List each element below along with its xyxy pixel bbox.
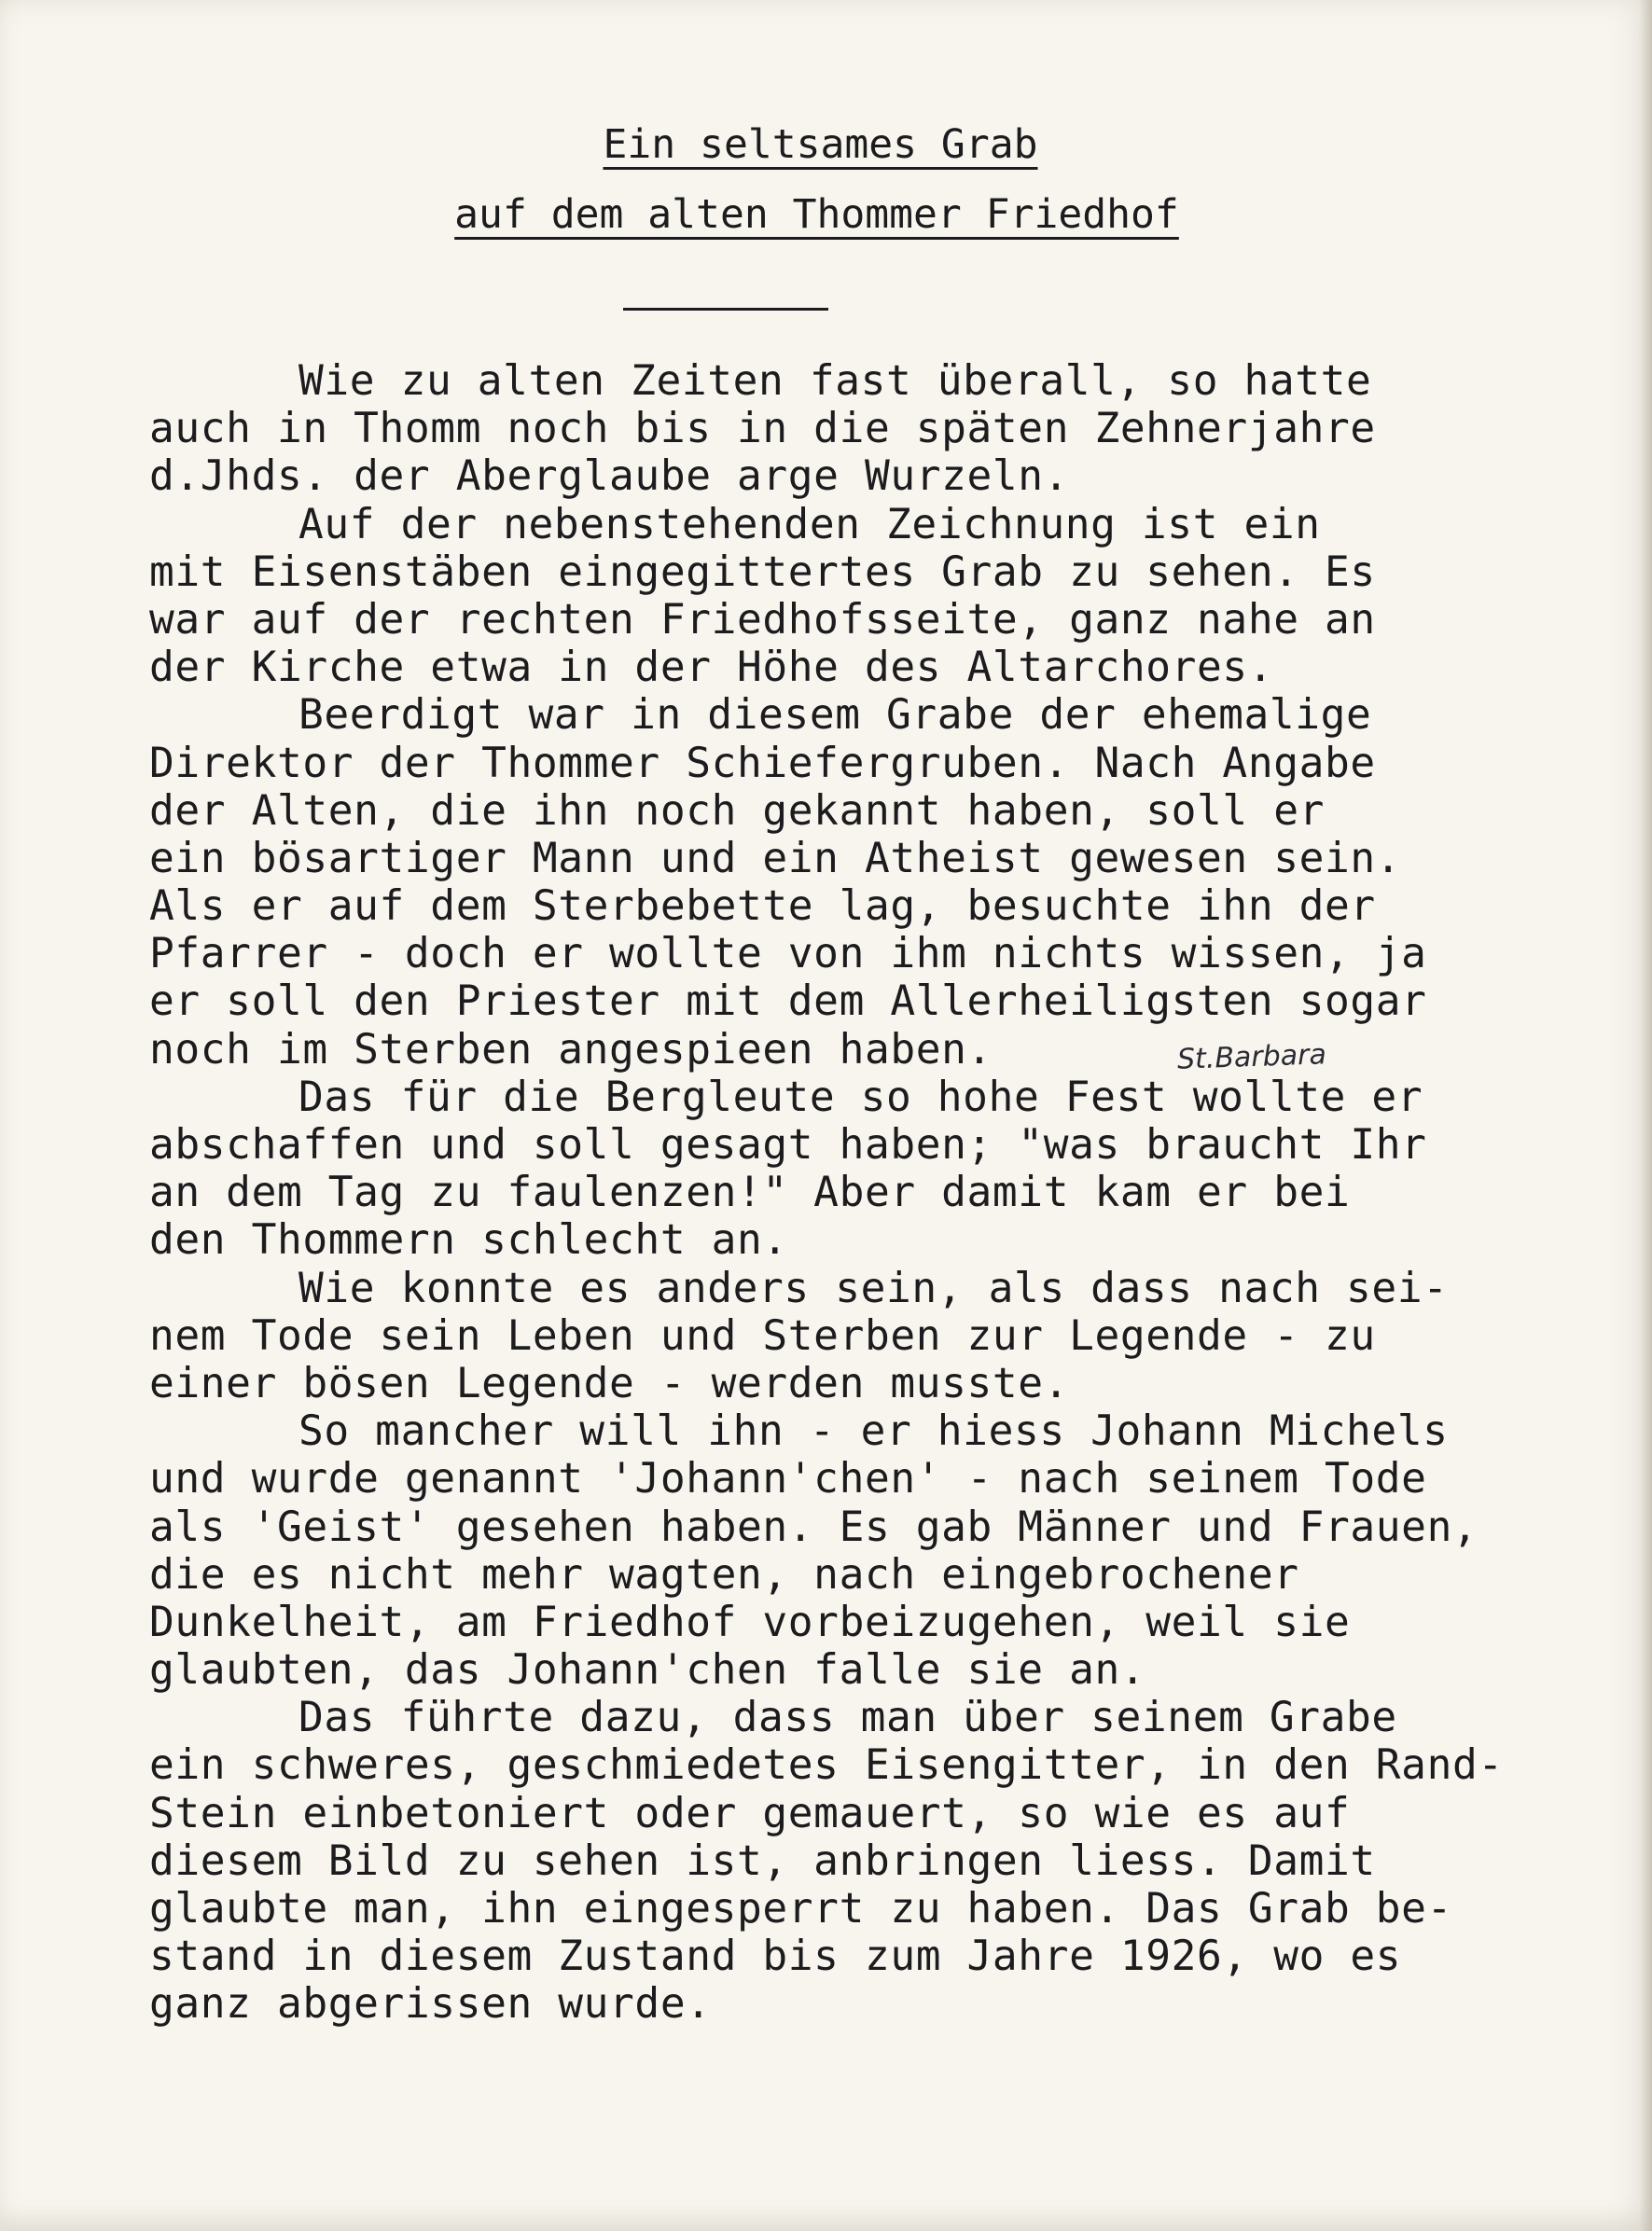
body-line: auch in Thomm noch bis in die späten Zehnerjahre xyxy=(149,405,1376,453)
title-line-1: Ein seltsames Grab xyxy=(603,121,1038,168)
body-line: ganz abgerissen wurde. xyxy=(149,1980,712,2029)
body-line: noch im Sterben angespieen haben. xyxy=(149,1025,993,1074)
body-line: an dem Tag zu faulenzen!" Aber damit kam er bei xyxy=(149,1169,1351,1217)
body-line: der Kirche etwa in der Höhe des Altarchores. xyxy=(149,644,1274,692)
body-line: Direktor der Thommer Schiefergruben. Nach Angabe xyxy=(149,739,1376,787)
body-line: ein schweres, geschmiedetes Eisengitter, in den Rand- xyxy=(149,1741,1504,1790)
body-line: als 'Geist' gesehen haben. Es gab Männer und Frauen, xyxy=(149,1503,1478,1551)
handwritten-annotation: St.Barbara xyxy=(1176,1038,1327,1076)
body-line: glaubte man, ihn eingesperrt zu haben. Das Grab be- xyxy=(149,1885,1452,1933)
body-line: So mancher will ihn - er hiess Johann Michels xyxy=(298,1407,1449,1456)
body-line: Das für die Bergleute so hohe Fest wollte er xyxy=(298,1073,1423,1121)
title-line-2: auf dem alten Thommer Friedhof xyxy=(454,191,1179,238)
body-line: glaubten, das Johann'chen falle sie an. xyxy=(149,1646,1146,1695)
body-line: er soll den Priester mit dem Allerheiligsten sogar xyxy=(149,977,1427,1026)
body-line: der Alten, die ihn noch gekannt haben, soll er xyxy=(149,786,1325,835)
body-line: den Thommern schlecht an. xyxy=(149,1216,788,1265)
title-separator-rule xyxy=(623,308,828,311)
body-line: Beerdigt war in diesem Grabe der ehemalige xyxy=(298,691,1372,740)
body-line: und wurde genannt 'Johann'chen' - nach seinem Tode xyxy=(149,1455,1427,1504)
body-line: war auf der rechten Friedhofsseite, ganz nahe an xyxy=(149,595,1376,644)
title-block xyxy=(0,110,1652,250)
body-line: einer bösen Legende - werden musste. xyxy=(149,1359,1070,1407)
body-line: Das führte dazu, dass man über seinem Grabe xyxy=(298,1694,1397,1742)
body-line: Stein einbetoniert oder gemauert, so wie es auf xyxy=(149,1789,1351,1837)
body-line: nem Tode sein Leben und Sterben zur Legende - zu xyxy=(149,1311,1376,1360)
body-line: stand in diesem Zustand bis zum Jahre 1926, wo es xyxy=(149,1933,1402,1981)
body-line: Pfarrer - doch er wollte von ihm nichts wissen, ja xyxy=(149,930,1427,978)
body-line: Wie konnte es anders sein, als dass nach sei- xyxy=(298,1264,1449,1312)
body-line: abschaffen und soll gesagt haben; "was braucht Ihr xyxy=(149,1121,1427,1169)
body-line: Wie zu alten Zeiten fast überall, so hatte xyxy=(298,357,1372,405)
body-line: Auf der nebenstehenden Zeichnung ist ein xyxy=(298,500,1321,548)
body-line: diesem Bild zu sehen ist, anbringen liess. Damit xyxy=(149,1836,1376,1885)
body-line: die es nicht mehr wagten, nach eingebrochener xyxy=(149,1550,1299,1599)
body-line: ein bösartiger Mann und ein Atheist gewesen sein. xyxy=(149,834,1402,882)
body-line: d.Jhds. der Aberglaube arge Wurzeln. xyxy=(149,452,1070,501)
body-line: Dunkelheit, am Friedhof vorbeizugehen, weil sie xyxy=(149,1598,1351,1646)
body-line: mit Eisenstäben eingegittertes Grab zu sehen. Es xyxy=(149,547,1376,596)
body-line: Als er auf dem Sterbebette lag, besuchte ihn der xyxy=(149,882,1376,931)
body-text xyxy=(149,357,1604,2029)
